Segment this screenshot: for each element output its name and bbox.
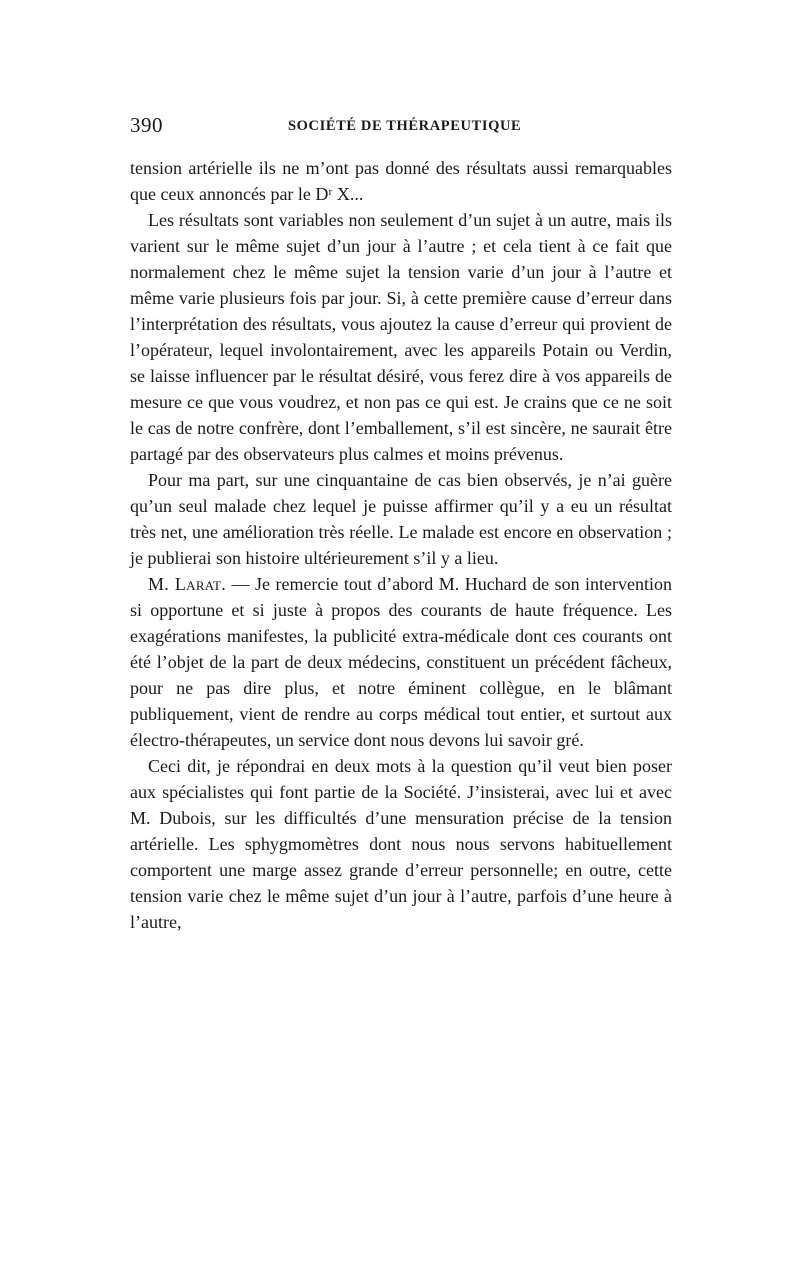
speaker-name: M. Larat. <box>148 574 227 594</box>
paragraph-1: tension artérielle ils ne m’ont pas donné des résultats aussi remarquables que ceux annoncés par le Dʳ X... <box>130 158 672 204</box>
paragraph-5: Ceci dit, je répondrai en deux mots à la question qu’il veut bien poser aux spécialistes qui font partie de la Société. J’insisterai, avec lui et avec M. Dubois, sur les difficultés d’une mensuration précise de la tension artérielle. Les sphygmomètres dont nous nous servons habituellement comportent une marge assez grande d’erreur personnelle; en outre, cette tension varie chez le même sujet d’un jour à l’autre, parfois d’une heure à l’autre, <box>130 756 672 932</box>
body-text <box>130 155 672 935</box>
paragraph-4-text: — Je remercie tout d’abord M. Huchard de son intervention si opportune et si juste à propos des courants de haute fréquence. Les exagérations manifestes, la publicité extra-médicale dont ces courants ont été l’objet de la part de deux médecins, constituent un précédent fâcheux, pour ne pas dire plus, et notre éminent collègue, en le blâmant publiquement, vient de rendre au corps médical tout entier, et surtout aux électro-thérapeutes, un service dont nous devons lui savoir gré. <box>130 574 672 750</box>
page-header <box>130 113 672 143</box>
running-head: SOCIÉTÉ DE THÉRAPEUTIQUE <box>288 118 522 134</box>
paragraph-4 <box>130 571 672 753</box>
paragraph-3: Pour ma part, sur une cinquantaine de cas bien observés, je n’ai guère qu’un seul malade chez lequel je puisse affirmer qu’il y a eu un résultat très net, une amélioration très réelle. Le malade est encore en observation ; je publierai son histoire ultérieurement s’il y a lieu. <box>130 470 672 568</box>
page-number: 390 <box>130 113 163 137</box>
paragraph-2: Les résultats sont variables non seulement d’un sujet à un autre, mais ils varient sur le même sujet d’un jour à l’autre ; et cela tient à ce fait que normalement chez le même sujet la tension varie d’un jour à l’autre et même varie plusieurs fois par jour. Si, à cette première cause d’erreur dans l’interprétation des résultats, vous ajoutez la cause d’erreur qui provient de l’opérateur, lequel involontairement, avec les appareils Potain ou Verdin, se laisse influencer par le résultat désiré, vous ferez dire à vos appareils de mesure ce que vous voudrez, et non pas ce qui est. Je crains que ce ne soit le cas de notre confrère, dont l’emballement, s’il est sincère, ne saurait être partagé par des observateurs plus calmes et moins prévenus. <box>130 210 672 464</box>
